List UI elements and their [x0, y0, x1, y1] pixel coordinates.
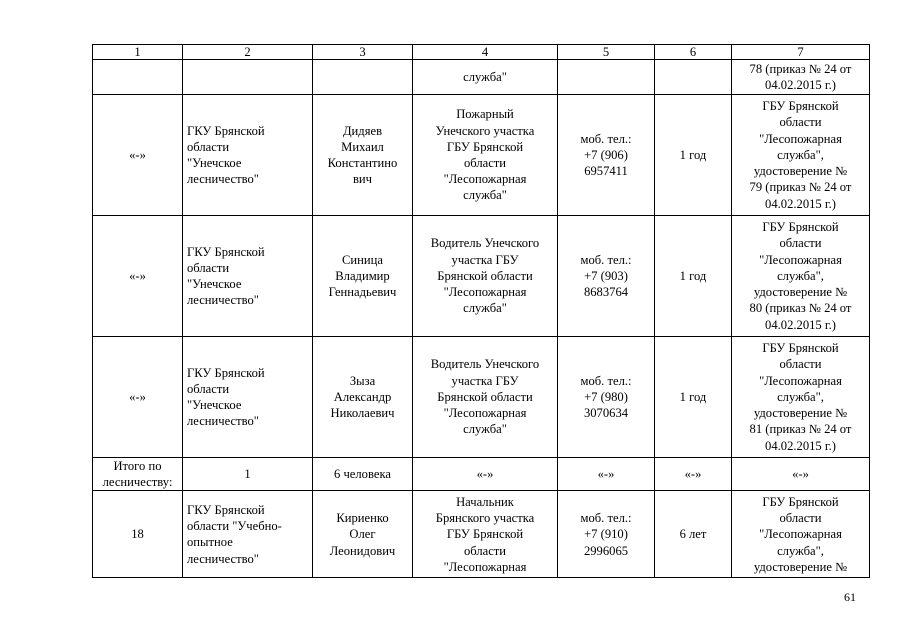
forestry-staff-table	[92, 44, 870, 578]
cell-number: «-»	[93, 95, 183, 216]
cell-experience: «-»	[655, 458, 732, 491]
table-header-row	[93, 45, 870, 60]
page-number: 61	[844, 590, 856, 604]
cell-certificate: ГБУ Брянской области "Лесопожарная служба", удостоверение № 79 (приказ № 24 от 04.02.2015 г.)	[732, 95, 870, 216]
cell-number: «-»	[93, 216, 183, 337]
cell-certificate: 78 (приказ № 24 от 04.02.2015 г.)	[732, 60, 870, 95]
cell-forestry: ГКУ Брянской области "Учебно- опытное лесничество"	[183, 491, 313, 578]
cell-forestry: ГКУ Брянской области "Унечское лесничество"	[183, 95, 313, 216]
cell-position: Водитель Унечского участка ГБУ Брянской области "Лесопожарная служба"	[413, 337, 558, 458]
cell-position: Пожарный Унечского участка ГБУ Брянской области "Лесопожарная служба"	[413, 95, 558, 216]
cell-name: Зыза Александр Николаевич	[313, 337, 413, 458]
cell-forestry: ГКУ Брянской области "Унечское лесничество"	[183, 337, 313, 458]
cell-name	[313, 60, 413, 95]
cell-phone: «-»	[558, 458, 655, 491]
cell-forestry: ГКУ Брянской области "Унечское лесничество"	[183, 216, 313, 337]
header-cell: 2	[183, 45, 313, 60]
cell-certificate: «-»	[732, 458, 870, 491]
cell-phone: моб. тел.: +7 (903) 8683764	[558, 216, 655, 337]
cell-number: «-»	[93, 337, 183, 458]
cell-forestry	[183, 60, 313, 95]
cell-experience	[655, 60, 732, 95]
cell-phone	[558, 60, 655, 95]
table-row	[93, 337, 870, 458]
cell-name: Синица Владимир Геннадьевич	[313, 216, 413, 337]
cell-experience: 1 год	[655, 337, 732, 458]
header-cell: 5	[558, 45, 655, 60]
table-row	[93, 60, 870, 95]
cell-phone: моб. тел.: +7 (906) 6957411	[558, 95, 655, 216]
cell-number: 18	[93, 491, 183, 578]
cell-experience: 1 год	[655, 216, 732, 337]
total-row	[93, 458, 870, 491]
cell-number	[93, 60, 183, 95]
cell-total-people: 6 человека	[313, 458, 413, 491]
table-row	[93, 216, 870, 337]
cell-position: Водитель Унечского участка ГБУ Брянской области "Лесопожарная служба"	[413, 216, 558, 337]
header-cell: 4	[413, 45, 558, 60]
header-cell: 7	[732, 45, 870, 60]
cell-phone: моб. тел.: +7 (980) 3070634	[558, 337, 655, 458]
cell-position: «-»	[413, 458, 558, 491]
table-row	[93, 95, 870, 216]
header-cell: 3	[313, 45, 413, 60]
cell-total-label: Итого по лесничеству:	[93, 458, 183, 491]
cell-experience: 6 лет	[655, 491, 732, 578]
cell-total-count: 1	[183, 458, 313, 491]
cell-name: Кириенко Олег Леонидович	[313, 491, 413, 578]
cell-certificate: ГБУ Брянской области "Лесопожарная служба", удостоверение № 80 (приказ № 24 от 04.02.2015 г.)	[732, 216, 870, 337]
cell-position: Начальник Брянского участка ГБУ Брянской области "Лесопожарная	[413, 491, 558, 578]
table-row	[93, 491, 870, 578]
cell-certificate: ГБУ Брянской области "Лесопожарная служба", удостоверение №	[732, 491, 870, 578]
cell-name: Дидяев Михаил Константино вич	[313, 95, 413, 216]
header-cell: 1	[93, 45, 183, 60]
cell-experience: 1 год	[655, 95, 732, 216]
cell-phone: моб. тел.: +7 (910) 2996065	[558, 491, 655, 578]
cell-certificate: ГБУ Брянской области "Лесопожарная служба", удостоверение № 81 (приказ № 24 от 04.02.2015 г.)	[732, 337, 870, 458]
cell-position: служба"	[413, 60, 558, 95]
header-cell: 6	[655, 45, 732, 60]
